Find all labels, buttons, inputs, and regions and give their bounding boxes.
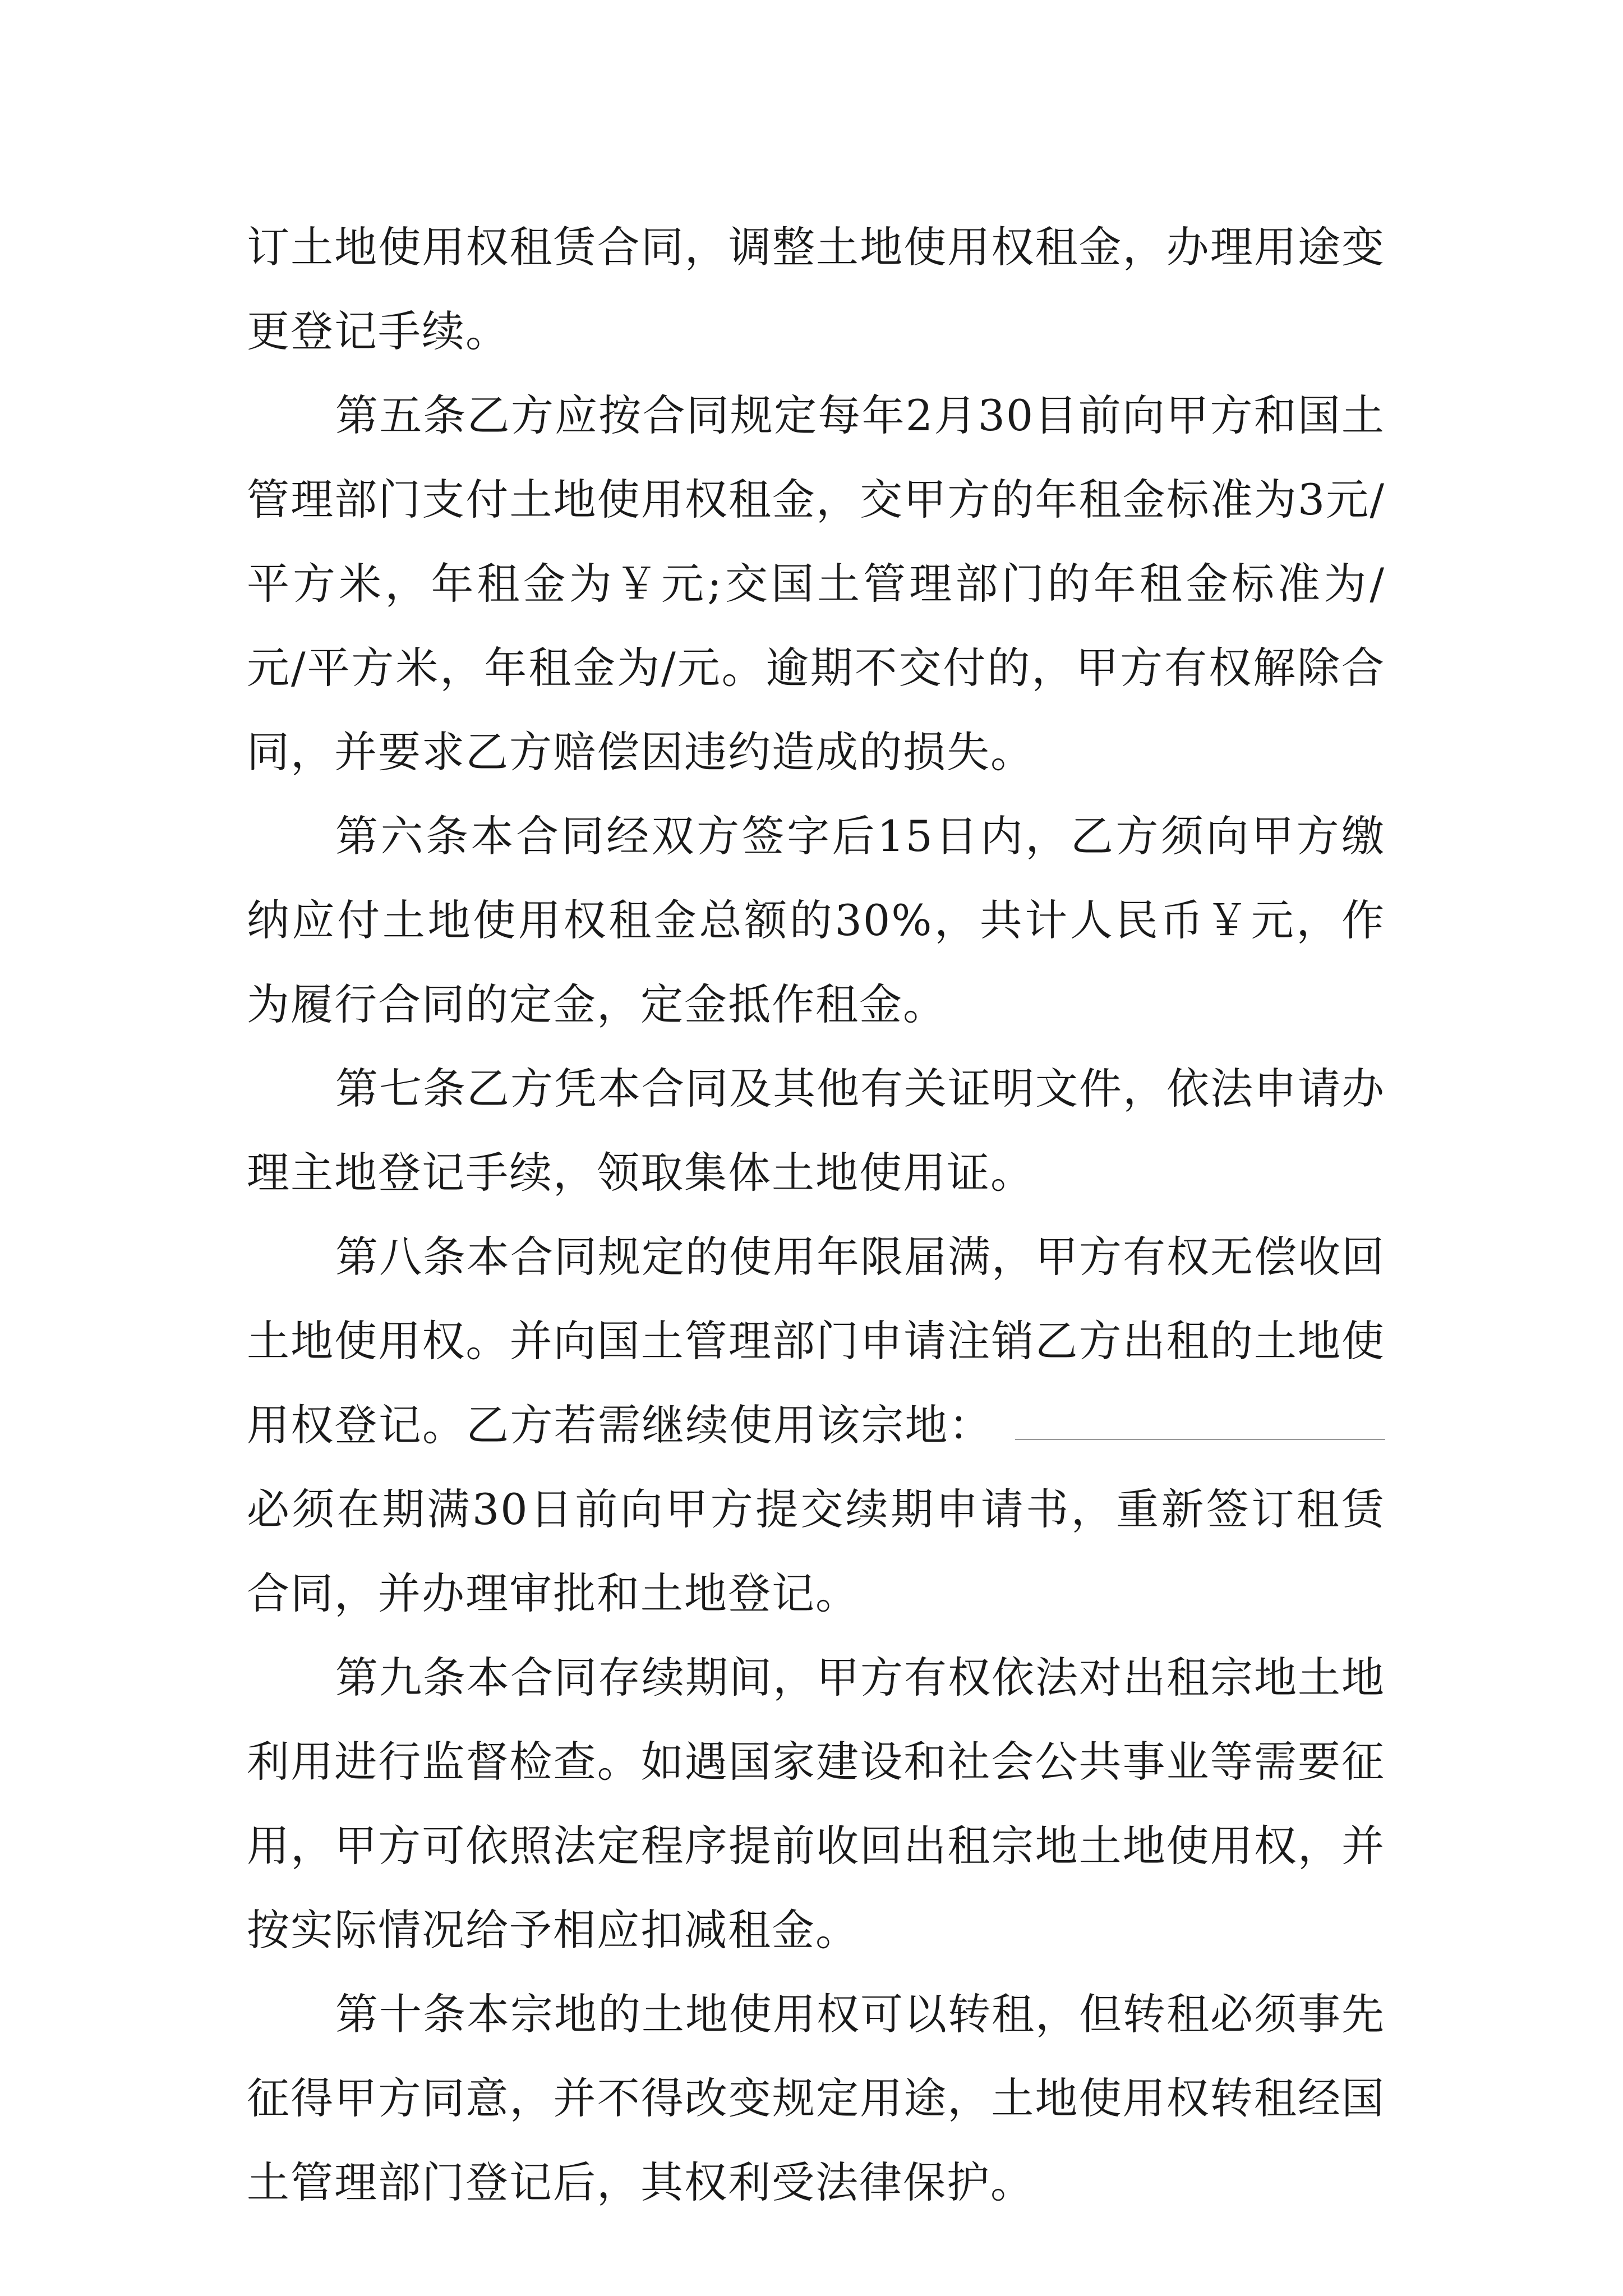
contract-body [247, 205, 1385, 2225]
fill-in-blank-line [1015, 1396, 1385, 1440]
paragraph-article-8 [247, 1215, 1385, 1636]
paragraph-continuation: 订土地使用权租赁合同，调整土地使用权租金，办理用途变更登记手续。 [247, 222, 1385, 356]
paragraph-article-7: 第七条乙方凭本合同及其他有关证明文件，依法申请办理主地登记手续，领取集体土地使用证。 [247, 1064, 1385, 1198]
article-8-text-before-blank: 第八条本合同规定的使用年限届满，甲方有权无偿收回土地使用权。并向国土管理部门申请注销乙方出租的土地使用权登记。乙方若需继续使用该宗地： [247, 1232, 1385, 1450]
paragraph-article-5: 第五条乙方应按合同规定每年2月30目前向甲方和国土管理部门支付土地使用权租金，交甲方的年租金标准为3元/平方米，年租金为￥元;交国土管理部门的年租金标准为/元/平方米，年租金为/元。逾期不交付的，甲方有权解除合同，并要求乙方赔偿因违约造成的损失。 [247, 390, 1385, 777]
paragraph-article-9: 第九条本合同存续期间，甲方有权依法对出租宗地土地利用进行监督检查。如遇国家建设和社会公共事业等需要征用，甲方可依照法定程序提前收回出租宗地土地使用权，并按实际情况给予相应扣减租金。 [247, 1653, 1385, 1955]
paragraph-article-6: 第六条本合同经双方签字后15日内，乙方须向甲方缴纳应付土地使用权租金总额的30%，共计人民币￥元，作为履行合同的定金，定金抵作租金。 [247, 811, 1385, 1029]
article-8-text-after-blank: 必须在期满30日前向甲方提交续期申请书，重新签订租赁合同，并办理审批和土地登记。 [247, 1484, 1385, 1618]
paragraph-article-10: 第十条本宗地的土地使用权可以转租，但转租必须事先征得甲方同意，并不得改变规定用途，土地使用权转租经国土管理部门登记后，其权利受法律保护。 [247, 1989, 1385, 2207]
